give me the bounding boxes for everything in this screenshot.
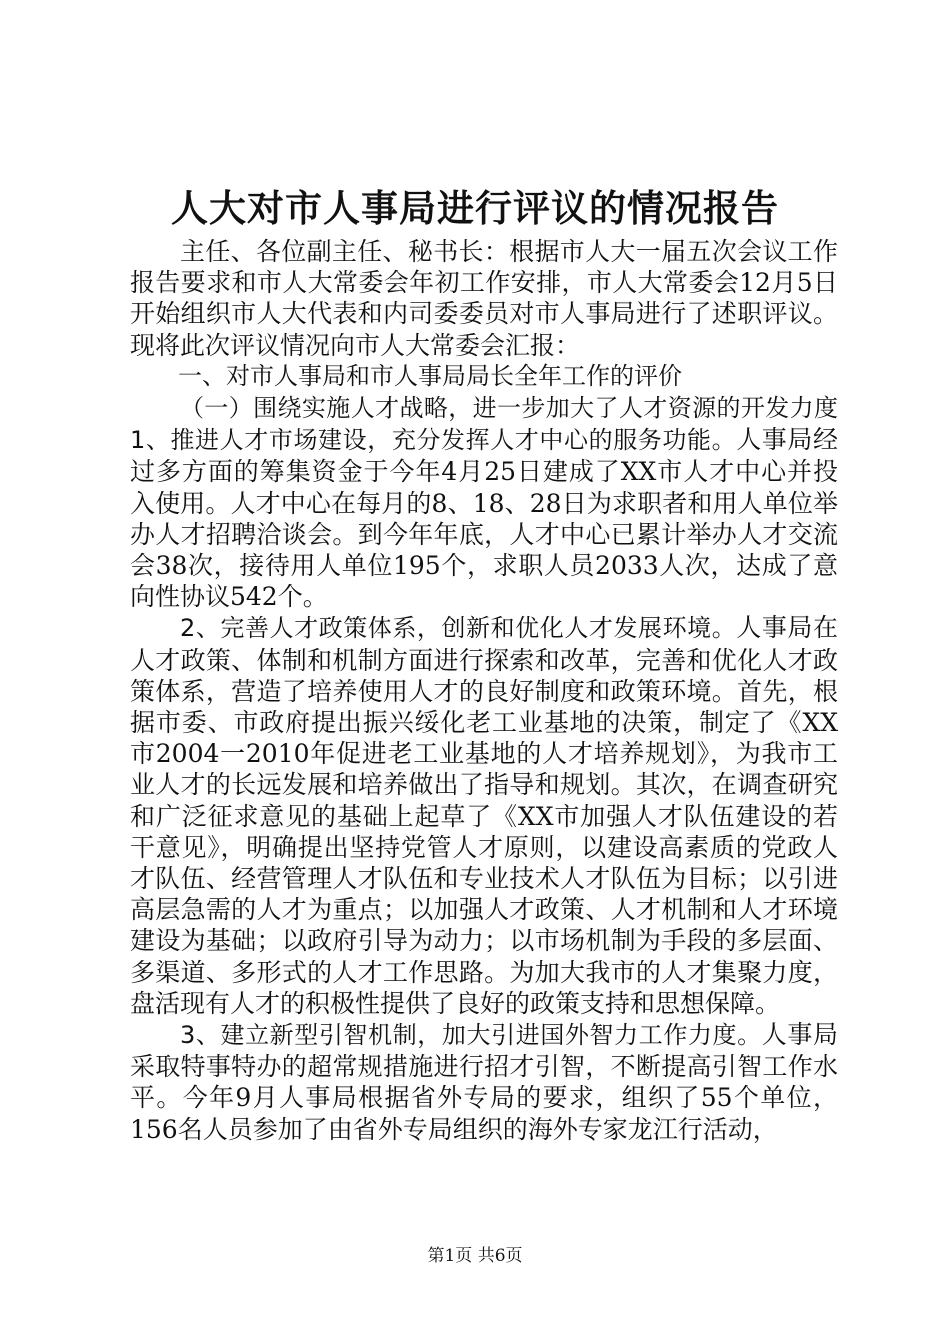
subsection-heading: （一）围绕实施人才战略，进一步加大了人才资源的开发力度1、推进人才市场建设，充分发挥人才中心的服务功能。 (130, 394, 838, 455)
document-title: 人大对市人事局进行评议的情况报告 (171, 186, 779, 230)
item3-lead: 3、建立新型引智机制，加大引进国外智力工作力度。 (180, 1021, 762, 1050)
intro-paragraph: 主任、各位副主任、秘书长：根据市人大一届五次会议工作报告要求和市人大常委会年初工作安排，市人大常委会12月5日开始组织市人大代表和内司委委员对市人事局进行了述职评议。现将此次评议情况向市人大常委会汇报： (130, 237, 838, 360)
subsection-text: 人事局经过多方面的筹集资金于今年4月25日建成了XX市人才中心并投入使用。人才中心在每月的8、18、28日为求职者和用人单位举办人才招聘洽谈会。到今年年底，人才中心已累计举办人才交流会38次，接待用人单位195个，求职人员2033人次，达成了意向性协议542个。 (130, 425, 838, 612)
page-footer: 第1页 共6页 (427, 1246, 523, 1266)
subsection-paragraph (130, 392, 838, 612)
item2-text: 人事局在人才政策、体制和机制方面进行探索和改革，完善和优化人才政策体系，营造了培养使用人才的良好制度和政策环境。首先，根据市委、市政府提出振兴绥化老工业基地的决策，制定了《XX市2004一2010年促进老工业基地的人才培养规划》，为我市工业人才的长远发展和培养做出了指导和规划。其次，在调查研究和广泛征求意见的基础上起草了《XX市加强人才队伍建设的若干意见》，明确提出坚持党管人才原则，以建设高素质的党政人才队伍、经营管理人才队伍和专业技术人才队伍为目标；以引进高层急需的人才为重点；以加强人才政策、人才机制和人才环境建设为基础；以政府引导为动力；以市场机制为手段的多层面、多渠道、多形式的人才工作思路。为加大我市的人才集聚力度，盘活现有人才的积极性提供了良好的政策支持和思想保障。 (130, 613, 838, 1018)
item3-text: 人事局采取特事特办的超常规措施进行招才引智，不断提高引智工作水平。今年9月人事局根据省外专局的要求，组织了55个单位，156名人员参加了由省外专局组织的海外专家龙江行活动， (130, 1020, 838, 1144)
section-heading: 一、对市人事局和市人事局局长全年工作的评价 (178, 361, 682, 390)
document-body (130, 236, 838, 1145)
item3-paragraph (130, 1019, 838, 1145)
item2-paragraph (130, 612, 838, 1019)
item2-lead: 2、完善人才政策体系，创新和优化人才发展环境。 (180, 614, 737, 643)
